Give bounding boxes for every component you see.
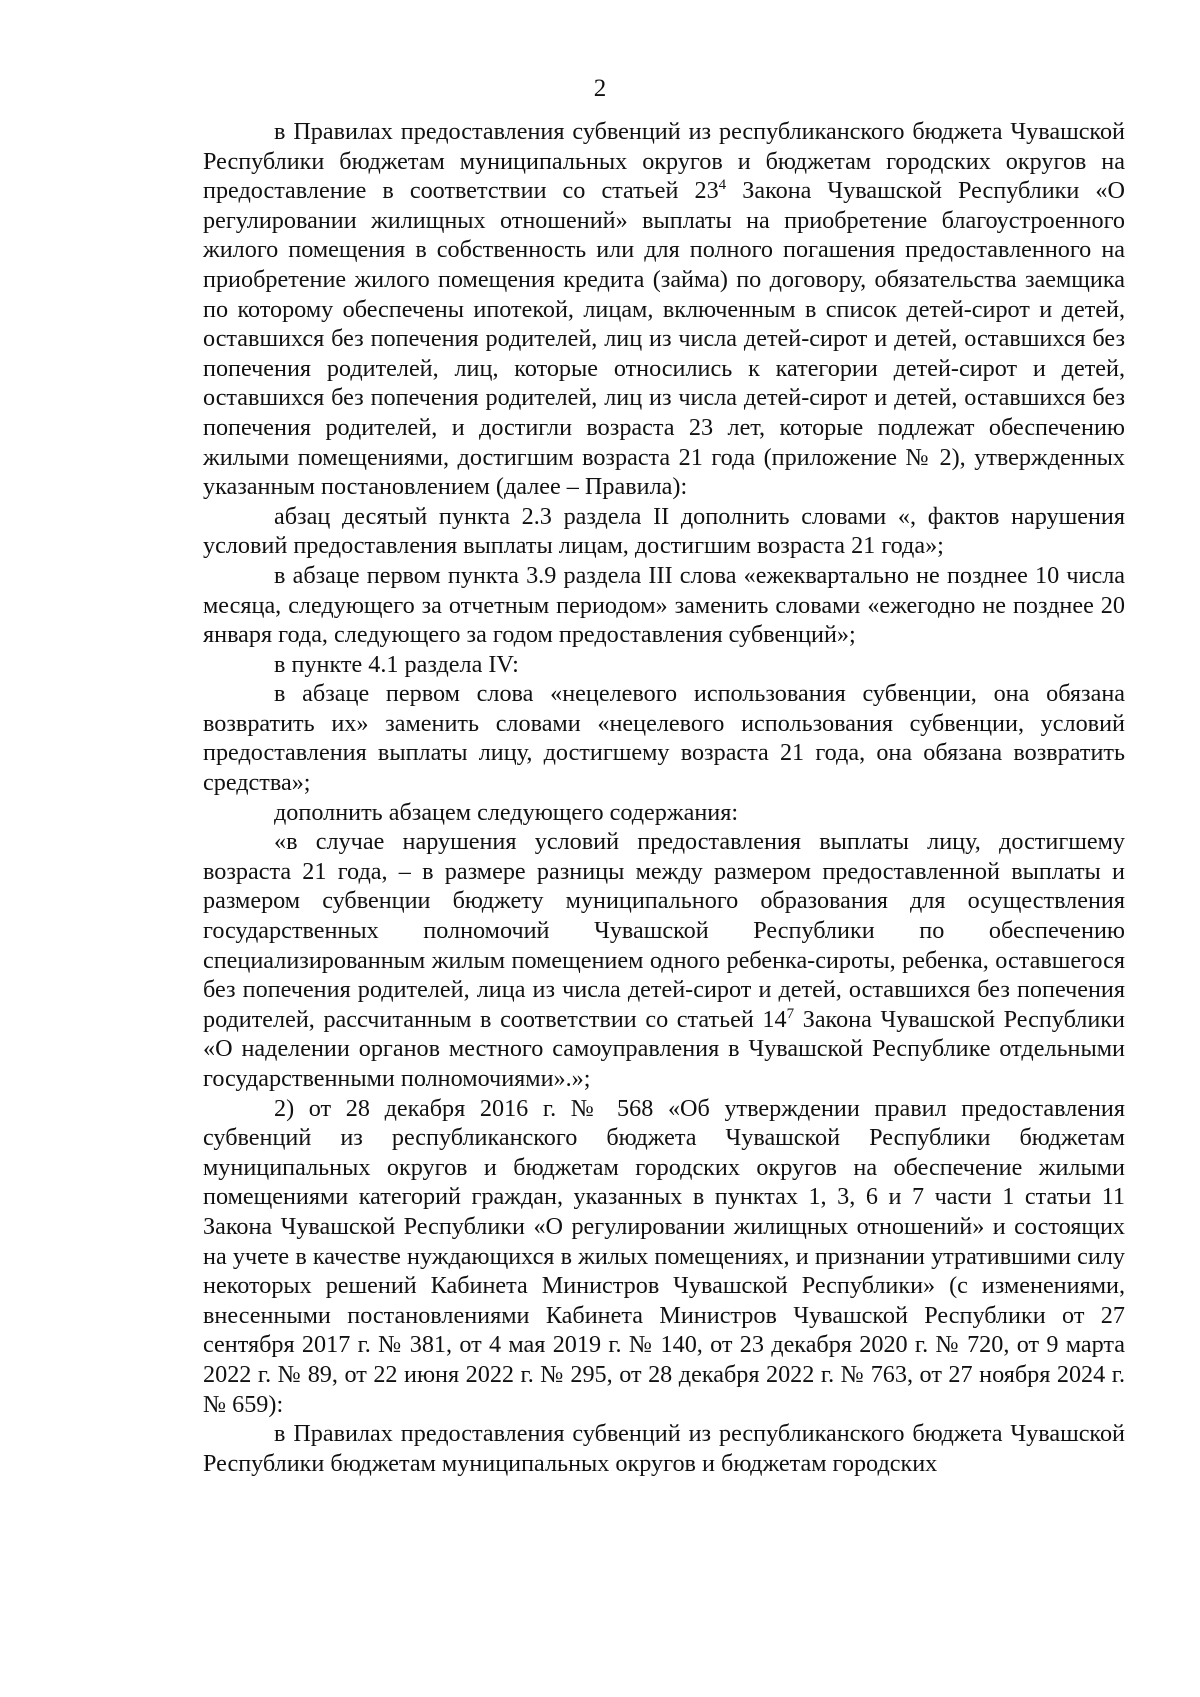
- paragraph-point-4-1: в пункте 4.1 раздела IV:: [274, 650, 519, 678]
- document-body: [203, 117, 1125, 1478]
- paragraph-amend-2-3: абзац десятый пункта 2.3 раздела II дополнить словами «, фактов нарушения условий предоставления выплаты лицам, достигшим возраста 21 года»;: [203, 502, 1125, 560]
- paragraph-amend-3-9: в абзаце первом пункта 3.9 раздела III слова «ежеквартально не позднее 10 числа месяца, следующего за отчетным периодом» заменить словами «ежегодно не позднее 20 января года, следующего за годом предоставления субвенций»;: [203, 561, 1125, 649]
- paragraph-rules-subventions-continued: в Правилах предоставления субвенций из республиканского бюджета Чувашской Республики бюджетам муниципальных округов и бюджетам городских: [203, 1420, 1125, 1477]
- paragraph-quoted-new-abzac: [203, 827, 1125, 1093]
- page-number: 2: [593, 75, 607, 102]
- paragraph-item-2-resolution-568: 2) от 28 декабря 2016 г. № 568 «Об утверждении правил предоставления субвенций из республиканского бюджета Чувашской Республики бюджетам муниципальных округов и бюджетам городских округов на обеспечение жилыми помещениями категорий граждан, указанных в пунктах 1, 3, 6 и 7 части 1 статьи 11 Закона Чувашской Республики «О регулировании жилищных отношений» и состоящих на учете в качестве нуждающихся в жилых помещениях, и признании утратившими силу некоторых решений Кабинета Министров Чувашской Республики» (с изменениями, внесенными постановлениями Кабинета Министров Чувашской Республики от 27 сентября 2017 г. № 381, от 4 мая 2019 г. № 140, от 23 декабря 2020 г. № 720, от 9 марта 2022 г. № 89, от 22 июня 2022 г. № 295, от 28 декабря 2022 г. № 763, от 27 ноября 2024 г. № 659):: [203, 1094, 1125, 1418]
- superscript-article-index: 4: [718, 177, 727, 194]
- superscript-article-index: 7: [786, 1005, 795, 1022]
- paragraph-text: «в случае нарушения условий предоставления выплаты лицу, достигшему возраста 21 года, – в размере разницы между размером предоставленной выплаты и размером субвенции бюджету муниципального образования для осуществления государственных полномочий Чувашской Республики по обеспечению специализированным жилым помещением одного ребенка-сироты, ребенка, оставшегося без попечения родителей, лица из числа детей-сирот и детей, оставшихся без попечения родителей, рассчитанным в соответствии со статьей 14: [203, 828, 1125, 1033]
- paragraph-text: Закона Чувашской Республики «О наделении органов местного самоуправления в Чувашской Республике отдельными государственными полномочиями».»;: [203, 1005, 1125, 1092]
- paragraph-add-abzac: дополнить абзацем следующего содержания:: [274, 798, 739, 826]
- paragraph-amend-first-abzac: в абзаце первом слова «нецелевого использования субвенции, она обязана возвратить их» заменить словами «нецелевого использования субвенции, условий предоставления выплаты лицу, достигшему возраста 21 года, она обязана возвратить средства»;: [203, 680, 1125, 797]
- paragraph-rules-subventions-orphans: [203, 117, 1125, 502]
- paragraph-text: Закона Чувашской Республики «О регулировании жилищных отношений» выплаты на приобретение благоустроенного жилого помещения в собственность или для полного погашения предоставленного на приобретение жилого помещения кредита (займа) по договору, обязательства заемщика по которому обеспечены ипотекой, лицам, включенным в список детей-сирот и детей, оставшихся без попечения родителей, лиц из числа детей-сирот и детей, оставшихся без попечения родителей, лиц, которые относились к категории детей-сирот и детей, оставшихся без попечения родителей, лиц из числа детей-сирот и детей, оставшихся без попечения родителей, и достигли возраста 23 лет, которые подлежат обеспечению жилыми помещениями, достигшим возраста 21 года (приложение № 2), утвержденных указанным постановлением (далее – Правила):: [203, 177, 1125, 501]
- paragraph-text: в Правилах предоставления субвенций из республиканского бюджета Чувашской Республики бюджетам муниципальных округов и бюджетам городских округов на предоставление в соответствии со статьей 23: [203, 118, 1125, 205]
